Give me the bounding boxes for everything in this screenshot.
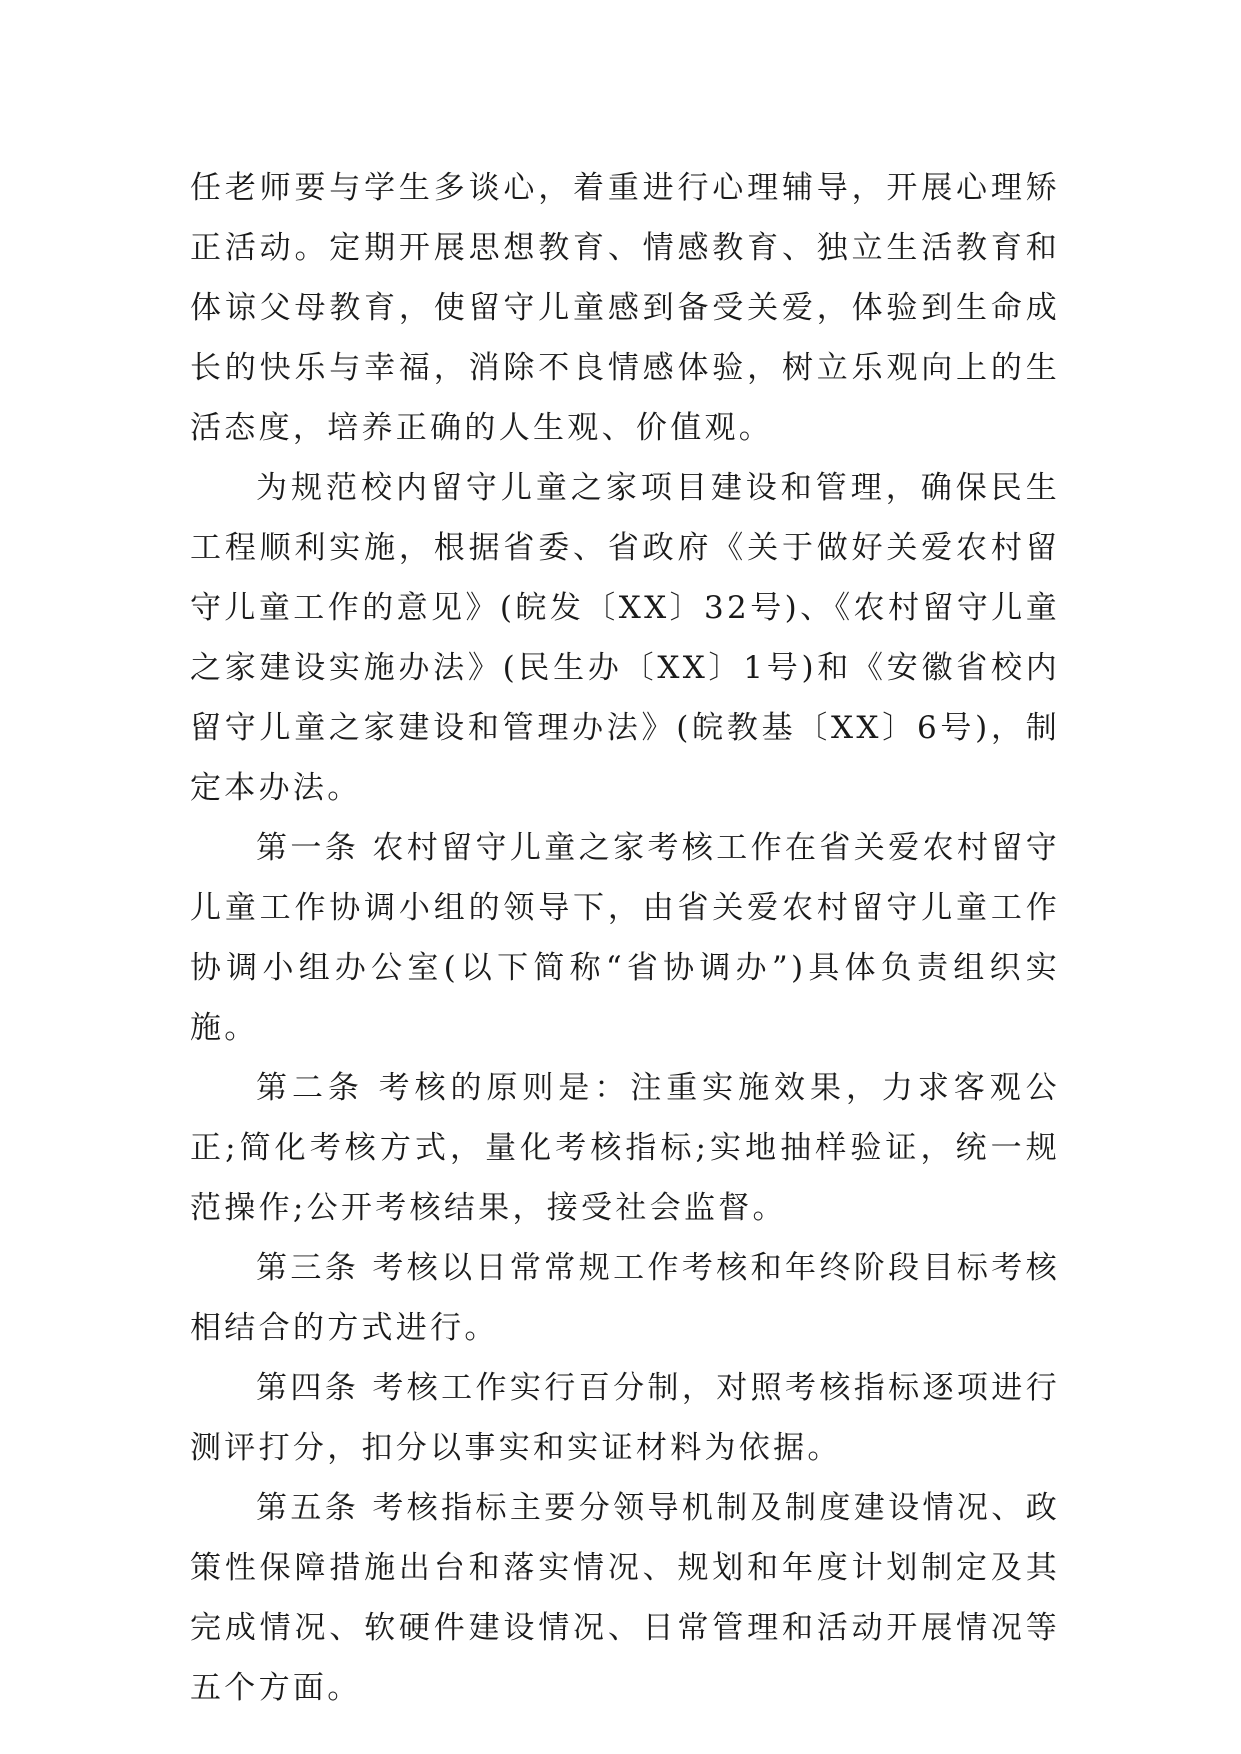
- paragraph-article-2: 第二条 考核的原则是：注重实施效果，力求客观公正;简化考核方式，量化考核指标;实地抽样验证，统一规范操作;公开考核结果，接受社会监督。: [190, 1070, 1060, 1226]
- paragraph-article-1: 第一条 农村留守儿童之家考核工作在省关爱农村留守儿童工作协调小组的领导下，由省关爱农村留守儿童工作协调小组办公室(以下简称“省协调办”)具体负责组织实施。: [190, 830, 1060, 1046]
- paragraph-article-4: 第四条 考核工作实行百分制，对照考核指标逐项进行测评打分，扣分以事实和实证材料为依据。: [190, 1370, 1060, 1466]
- paragraph-continuation: 任老师要与学生多谈心，着重进行心理辅导，开展心理矫正活动。定期开展思想教育、情感教育、独立生活教育和体谅父母教育，使留守儿童感到备受关爱，体验到生命成长的快乐与幸福，消除不良情感体验，树立乐观向上的生活态度，培养正确的人生观、价值观。: [190, 170, 1060, 446]
- paragraph-article-3: 第三条 考核以日常常规工作考核和年终阶段目标考核相结合的方式进行。: [190, 1250, 1060, 1346]
- paragraph-article-5: 第五条 考核指标主要分领导机制及制度建设情况、政策性保障措施出台和落实情况、规划和年度计划制定及其完成情况、软硬件建设情况、日常管理和活动开展情况等五个方面。: [190, 1490, 1060, 1706]
- paragraph-purpose: 为规范校内留守儿童之家项目建设和管理，确保民生工程顺利实施，根据省委、省政府《关于做好关爱农村留守儿童工作的意见》(皖发〔XX〕32号)、《农村留守儿童之家建设实施办法》(民生办〔XX〕1号)和《安徽省校内留守儿童之家建设和管理办法》(皖教基〔XX〕6号)，制定本办法。: [190, 470, 1060, 806]
- document-body: [190, 158, 1060, 1718]
